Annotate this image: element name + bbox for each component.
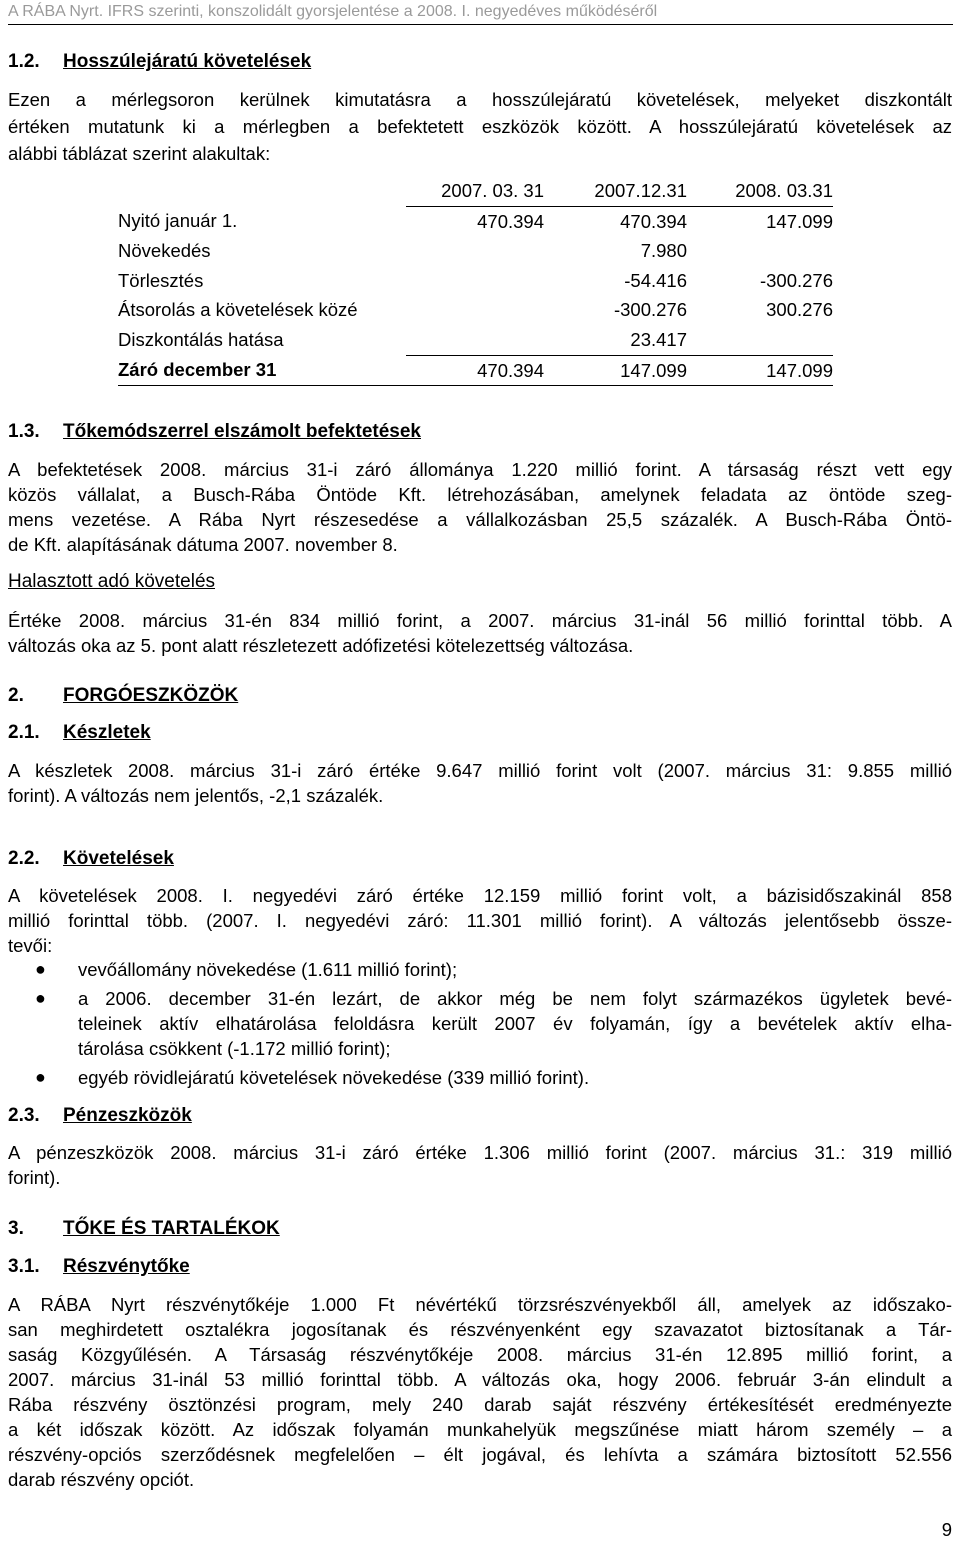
text-line: forint). A változás nem jelentős, -2,1 százalék. (8, 785, 384, 806)
section-number: 1.2. (8, 51, 40, 72)
section-title: Hosszúlejáratú követelések (63, 51, 312, 72)
text-line: a két időszak között. Az időszak folyamán munkahelyük megszűnése miatt három személy – a (8, 1419, 952, 1440)
long-term-receivables-intro (8, 86, 952, 167)
text-line: mens vezetése. A Rába Nyrt részesedése a vállalkozásban 25,5 százalék. A Busch-Rába Öntö- (8, 509, 952, 530)
section-title: Tőkemódszerrel elszámolt befektetések (63, 421, 421, 442)
text-line: millió forinttal több. (2007. I. negyedévi záró: 11.301 millió forint). A változás jelentősebb össze- (8, 910, 952, 931)
table-cell: -54.416 (624, 269, 687, 291)
row-label: Átsorolás a követelések közé (118, 299, 358, 321)
section-number: 2.3. (8, 1105, 40, 1126)
text-line: darab részvény opciót. (8, 1469, 195, 1490)
section-title: Pénzeszközök (63, 1105, 192, 1126)
text-line: A RÁBA Nyrt részvénytőkéje 1.000 Ft névértékű törzsrészvényekből áll, amelyek az időszako- (8, 1294, 952, 1315)
column-header: 2008. 03.31 (735, 180, 833, 201)
running-header: A RÁBA Nyrt. IFRS szerinti, konszolidált gyorsjelentése a 2008. I. negyedéves működéséről (8, 0, 953, 25)
table-cell (687, 325, 833, 355)
section-title: Követelések (63, 848, 174, 869)
section-number: 2.1. (8, 722, 40, 743)
text-line: a 2006. december 31-én lezárt, de akkor még be nem folyt származékos ügyletek bevé- (78, 988, 952, 1009)
text-line: 2007. március 31-inál 53 millió forinttal több. A változás oka, hogy 2006. február 3-án elindult a (8, 1369, 952, 1390)
text-line: alábbi táblázat szerint alakultak: (8, 143, 271, 164)
bullet-icon: ● (35, 1067, 46, 1087)
table-row (118, 325, 833, 355)
bullet-icon: ● (35, 959, 46, 979)
list-item (8, 1065, 952, 1090)
section-title: TŐKE ÉS TARTALÉKOK (63, 1218, 280, 1239)
text-line: változás oka az 5. pont alatt részletezett adófizetési kötelezettség változása. (8, 635, 634, 656)
inventories-text (8, 758, 952, 808)
text-line: részvény-opciós szerződésnek megfelelően – élt jogával, és lehívta a számára biztosított 52.556 (8, 1444, 952, 1465)
section-heading-3-1 (8, 1255, 190, 1279)
table-cell: 300.276 (766, 299, 833, 321)
section-heading-2-2 (8, 847, 174, 871)
table-cell: 470.394 (544, 206, 687, 236)
section-title: FORGÓESZKÖZÖK (63, 685, 239, 706)
section-title: Készletek (63, 722, 151, 743)
text-line: saság Közgyűlésén. A Társaság részvénytőkéje 2008. március 31-én 12.895 millió forint, a (8, 1344, 952, 1365)
long-term-receivables-table (118, 176, 833, 386)
text-line: A pénzeszközök 2008. március 31-i záró értéke 1.306 millió forint (2007. március 31.: 319 millió (8, 1142, 952, 1163)
table-row (118, 266, 833, 296)
text-line: közös vállalat, a Busch-Rába Öntöde Kft. létrehozásában, amelynek feladata az öntöde szeg- (8, 484, 952, 505)
bullet-icon: ● (35, 988, 46, 1008)
equity-method-investments-text (8, 457, 952, 557)
text-line: A befektetések 2008. március 31-i záró állománya 1.220 millió forint. A társaság részt vett egy (8, 459, 952, 480)
section-heading-2 (8, 684, 238, 708)
table-row (118, 206, 833, 236)
section-heading-1-3 (8, 420, 421, 444)
section-number: 2.2. (8, 848, 40, 869)
table-cell (406, 266, 544, 296)
table-cell: 23.417 (630, 328, 687, 350)
table-cell (687, 236, 833, 266)
receivables-text (8, 883, 952, 958)
column-header: 2007. 03. 31 (441, 180, 544, 201)
table-total-row (118, 355, 833, 386)
column-header: 2007.12.31 (594, 180, 687, 201)
table-cell: 147.099 (687, 206, 833, 236)
section-number: 1.3. (8, 421, 40, 442)
text-line: tevői: (8, 935, 53, 956)
table-cell (406, 325, 544, 355)
table-cell: 470.394 (406, 206, 544, 236)
cash-text (8, 1140, 952, 1190)
table-cell: 147.099 (687, 355, 833, 386)
text-line: forint). (8, 1167, 61, 1188)
section-number: 2. (8, 685, 24, 706)
list-item (8, 957, 952, 982)
table-row (118, 236, 833, 266)
table-cell: 147.099 (544, 355, 687, 386)
section-heading-2-1 (8, 721, 151, 745)
text-line: teleinek aktív elhatárolása feloldásra került 2007 év folyamán, így a bevételek aktív elha- (78, 1013, 952, 1034)
receivables-bullet-list (8, 957, 952, 1094)
row-label: Nyitó január 1. (118, 210, 238, 232)
text-line: san meghirdetett osztalékra jogosítanak és részvényenként egy szavazatot biztosítanak a Tár- (8, 1319, 952, 1340)
text-line: tárolása csökkent (-1.172 millió forint); (78, 1038, 391, 1059)
section-title: Részvénytőke (63, 1256, 190, 1277)
row-label: Záró december 31 (118, 355, 406, 386)
table-row (118, 295, 833, 325)
row-label: Törlesztés (118, 269, 204, 291)
table-cell: -300.276 (613, 299, 687, 321)
section-number: 3.1. (8, 1256, 40, 1277)
section-number: 3. (8, 1218, 24, 1239)
table-cell: 7.980 (640, 240, 687, 262)
text-line: egyéb rövidlejáratú követelések növekedése (339 millió forint). (78, 1067, 590, 1088)
deferred-tax-heading: Halasztott adó követelés (8, 571, 216, 592)
text-line: értéken mutatunk ki a mérlegben a befektetett eszközök között. A hosszúlejáratú követelések az (8, 116, 952, 137)
section-heading-3 (8, 1217, 280, 1241)
section-heading-2-3 (8, 1104, 192, 1128)
text-line: A követelések 2008. I. negyedévi záró értéke 12.159 millió forint volt, a bázisidőszakinál 858 (8, 885, 952, 906)
table-cell (406, 295, 544, 325)
table-cell: 470.394 (406, 355, 544, 386)
text-line: A készletek 2008. március 31-i záró értéke 9.647 millió forint volt (2007. március 31: 9.855 millió (8, 760, 952, 781)
table-cell: -300.276 (759, 269, 833, 291)
row-label: Növekedés (118, 240, 211, 262)
section-heading-1-2 (8, 50, 311, 74)
share-capital-text (8, 1292, 952, 1492)
table-cell (406, 236, 544, 266)
row-label: Diszkontálás hatása (118, 329, 284, 351)
table-header-row (118, 176, 833, 206)
text-line: vevőállomány növekedése (1.611 millió forint); (78, 959, 458, 980)
page-number: 9 (941, 1519, 952, 1540)
text-line: Ezen a mérlegsoron kerülnek kimutatásra a hosszúlejáratú követelések, melyeket diszkontált (8, 89, 952, 110)
text-line: de Kft. alapításának dátuma 2007. november 8. (8, 534, 398, 555)
text-line: Rába részvény ösztönzési program, mely 240 darab saját részvény értékesítését eredményezte (8, 1394, 952, 1415)
list-item (8, 986, 952, 1061)
deferred-tax-text (8, 608, 952, 658)
text-line: Értéke 2008. március 31-én 834 millió forint, a 2007. március 31-inál 56 millió forinttal több. A (8, 610, 952, 631)
